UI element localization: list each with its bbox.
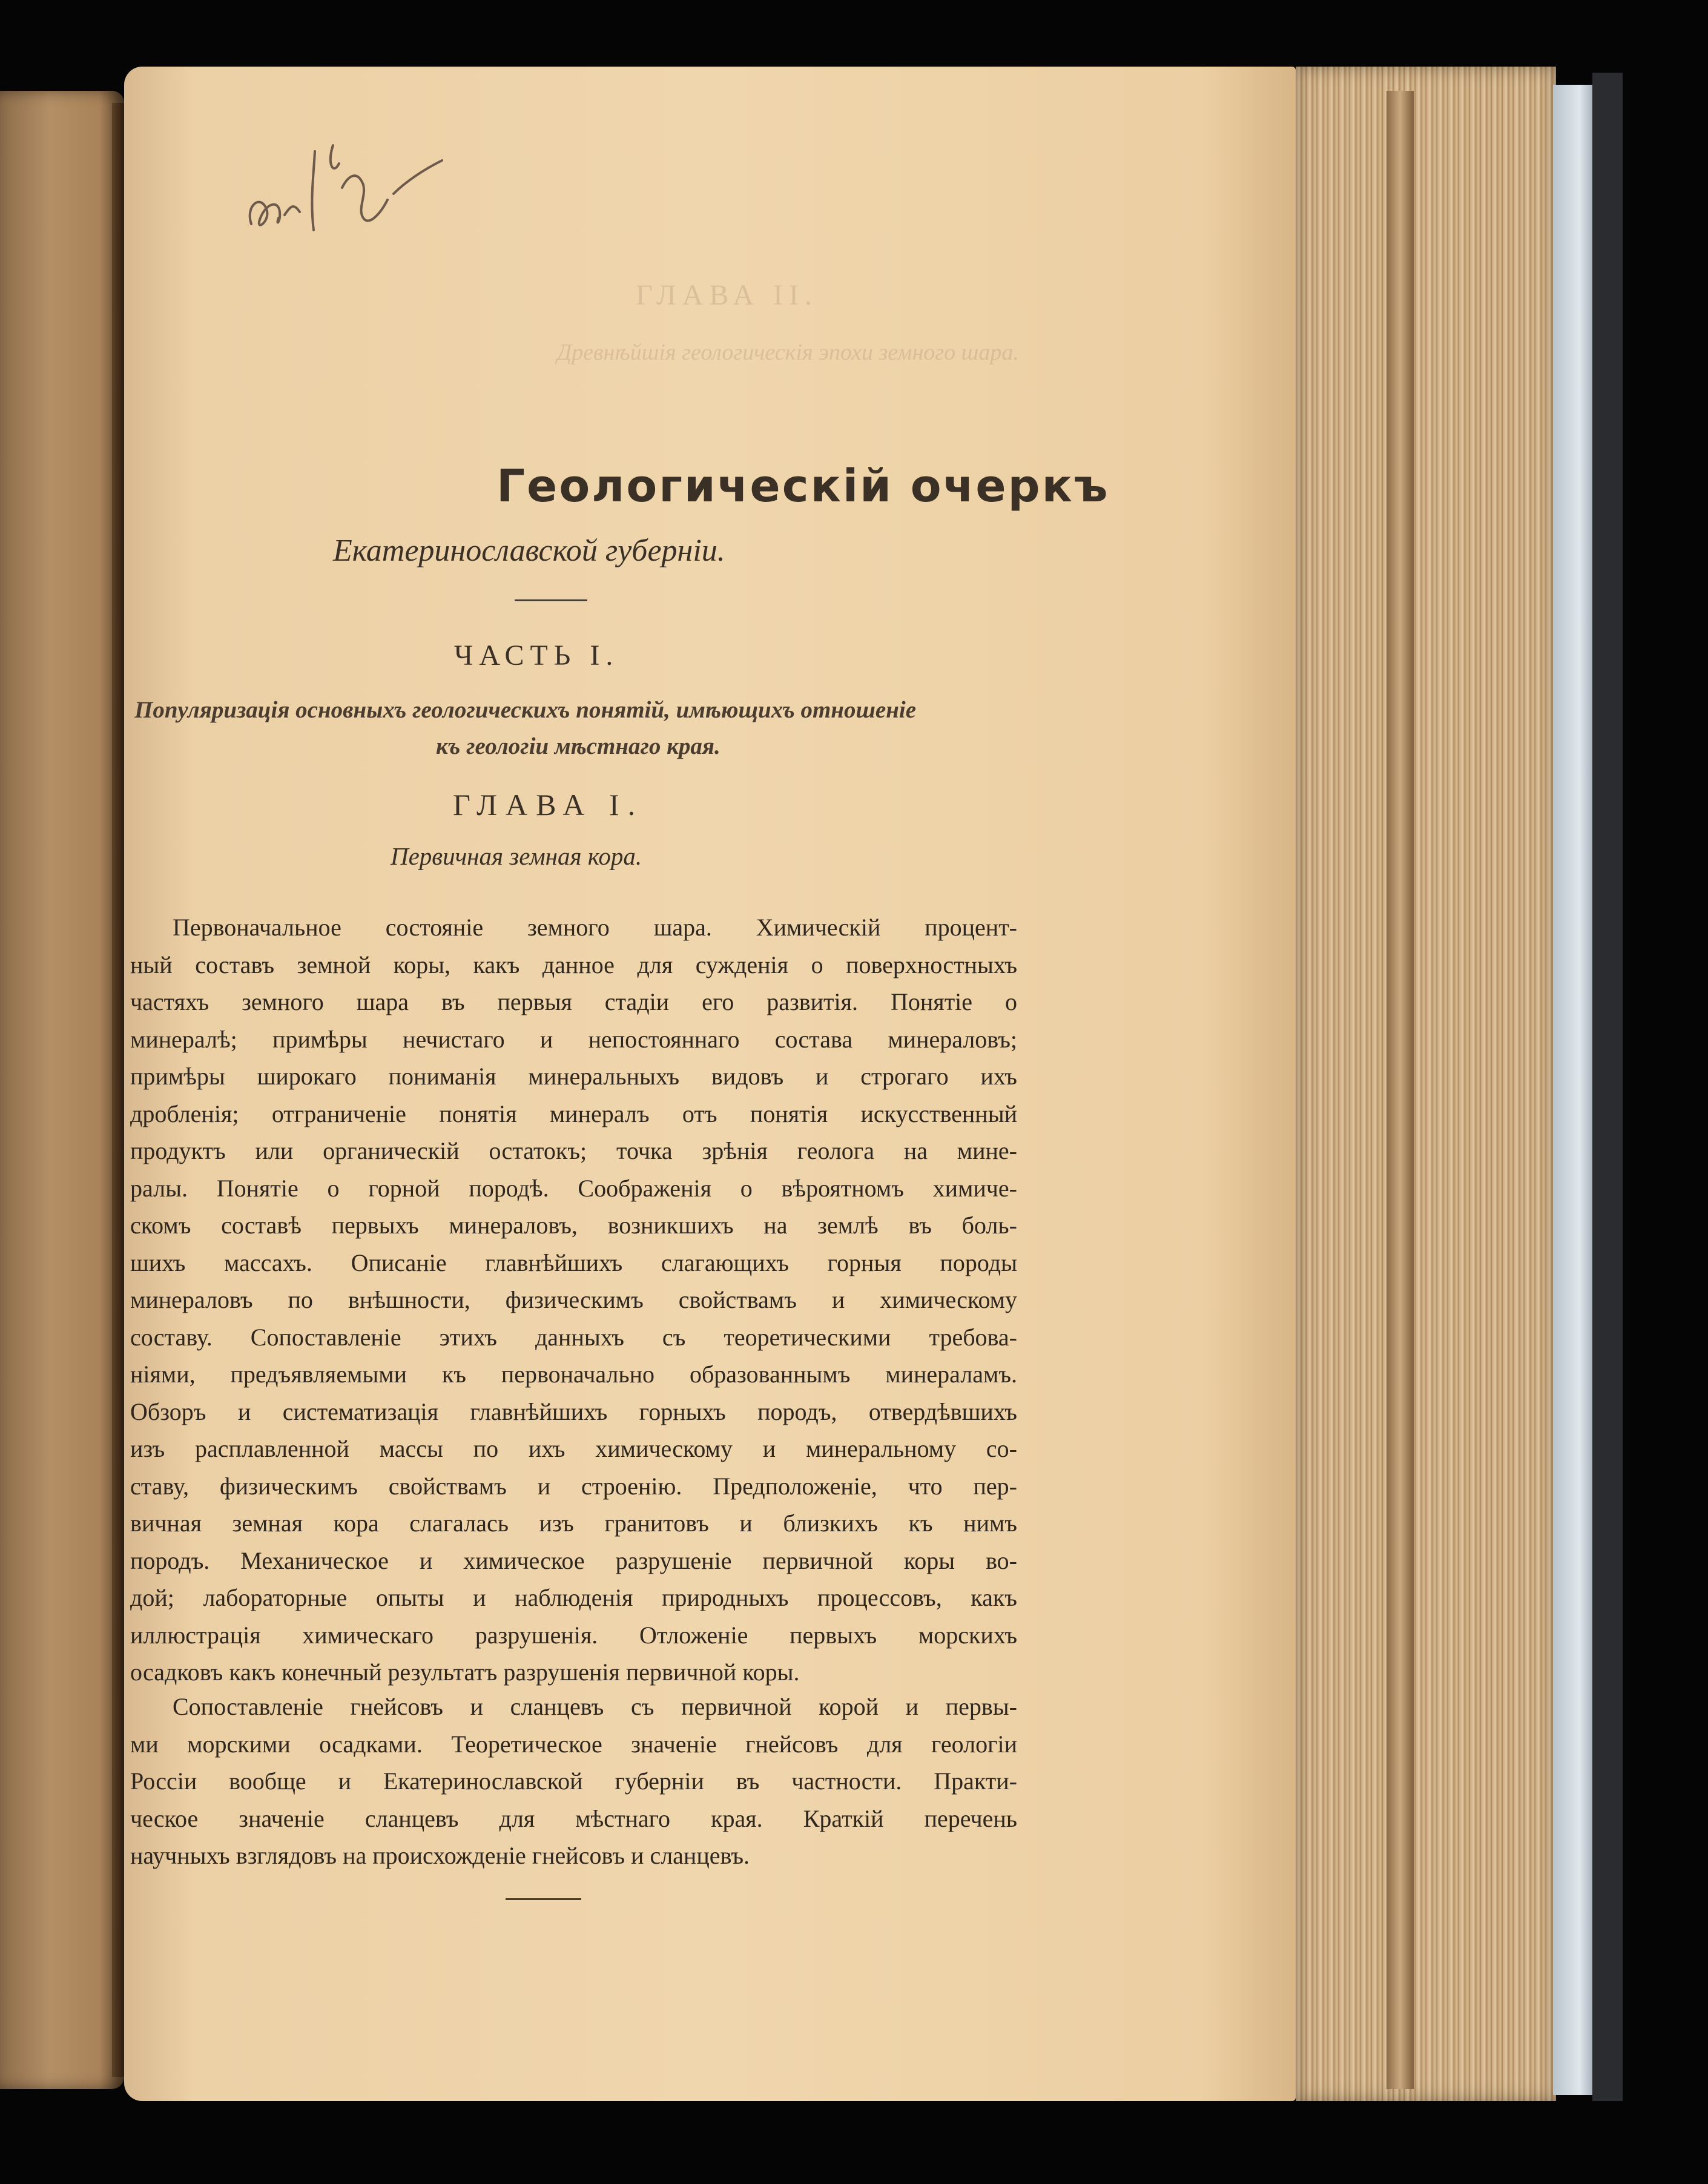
text-line: скомъ составѣ первыхъ минераловъ, возникшихъ на землѣ въ боль- [130, 1212, 1017, 1239]
chapter-title: Первичная земная кора. [391, 842, 642, 870]
left-page-edge [0, 91, 124, 2089]
text-line: ставу, физическимъ свойствамъ и строенію. Предположеніе, что пер- [130, 1472, 1017, 1500]
text-line: ми морскими осадками. Теоретическое значеніе гнейсовъ для геологіи [130, 1730, 1017, 1758]
part-description-line-2: къ геологіи мѣстнаго края. [436, 733, 720, 759]
text-line: минералѣ; примѣры нечистаго и непостояннаго состава минераловъ; [130, 1025, 1017, 1053]
text-line: Сопоставленіе гнейсовъ и сланцевъ съ первичной корой и первы- [173, 1693, 1017, 1720]
text-line: дой; лабораторные опыты и наблюденія природныхъ процессовъ, какъ [130, 1584, 1017, 1611]
text-line: изъ расплавленной массы по ихъ химическому и минеральному со- [130, 1435, 1017, 1462]
text-line: осадковъ какъ конечный результатъ разрушенія первичной коры. [130, 1658, 800, 1686]
text-line: вичная земная кора слагалась изъ гранитовъ и близкихъ къ нимъ [130, 1509, 1017, 1537]
text-line: ный составъ земной коры, какъ данное для сужденія о поверхностныхъ [130, 951, 1017, 978]
text-line: Обзоръ и систематизація главнѣйшихъ горныхъ породъ, отвердѣвшихъ [130, 1397, 1017, 1425]
page-subtitle: Екатеринославской губерніи. [333, 533, 725, 568]
part-description-line-1: Популяризація основныхъ геологическихъ понятій, имѣющихъ отношеніе [134, 697, 917, 723]
text-line: продуктъ или органическій остатокъ; точка зрѣнія геолога на мине- [130, 1137, 1017, 1164]
text-line: ралы. Понятіе о горной породѣ. Соображенія о вѣроятномъ химиче- [130, 1174, 1017, 1202]
text-line: Россіи вообще и Екатеринославской губерніи въ частности. Практи- [130, 1767, 1017, 1795]
text-line: составу. Сопоставленіе этихъ данныхъ съ теоретическими требова- [130, 1323, 1017, 1351]
text-line: иллюстрація химическаго разрушенія. Отложеніе первыхъ морскихъ [130, 1621, 1017, 1649]
text-line: Первоначальное состояніе земного шара. Химическій процент- [173, 914, 1017, 941]
text-line: ніями, предъявляемыми къ первоначально образованнымъ минераламъ. [130, 1361, 1017, 1388]
text-line: ческое значеніе сланцевъ для мѣстнаго края. Краткій перечень [130, 1804, 1017, 1832]
text-line: примѣры широкаго пониманія минеральныхъ видовъ и строгаго ихъ [130, 1063, 1017, 1090]
page-title: Геологическій очеркъ [496, 460, 1110, 512]
bleed-through-subheading: Древнѣйшія геологическія эпохи земного шара. [557, 340, 1019, 365]
page-edges [1296, 67, 1556, 2101]
text-line: шихъ массахъ. Описаніе главнѣйшихъ слагающихъ горныя породы [130, 1249, 1017, 1276]
text-line: породъ. Механическое и химическое разрушеніе первичной коры во- [130, 1546, 1017, 1574]
end-divider [506, 1898, 581, 1900]
text-line: частяхъ земного шара въ первыя стадіи его развитія. Понятіе о [130, 988, 1017, 1015]
part-heading: ЧАСТЬ I. [454, 639, 619, 671]
book-cover-spine [1592, 73, 1623, 2101]
handwritten-signature [242, 127, 460, 254]
bleed-through-heading: ГЛАВА II. [636, 279, 818, 311]
title-divider [515, 599, 587, 601]
chapter-heading: ГЛАВА I. [453, 788, 644, 822]
text-line: научныхъ взглядовъ на происхожденіе гнейсовъ и сланцевъ. [130, 1842, 750, 1869]
text-line: дробленія; отграниченіе понятія минералъ отъ понятія искусственный [130, 1100, 1017, 1127]
text-line: минераловъ по внѣшности, физическимъ свойствамъ и химическому [130, 1286, 1017, 1313]
page-edges-shadow [1387, 91, 1414, 2089]
